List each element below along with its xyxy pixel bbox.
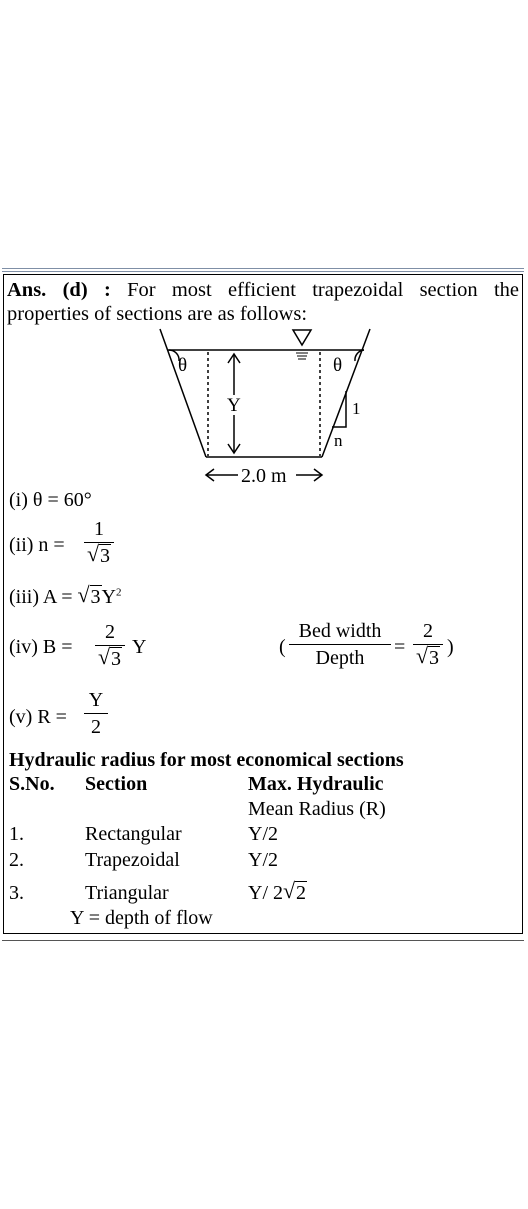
depth-label: Y (227, 395, 241, 416)
row-3-radius-prefix: Y/ 2 (248, 882, 283, 904)
property-iii: (iii) A = √ $3Y^2$ (9, 582, 122, 608)
ratio-value-fraction: 2 √ 3 (413, 620, 443, 669)
ratio-value-denominator: 3 (429, 647, 439, 669)
top-rule (2, 268, 524, 269)
row-1-radius: Y/2 (248, 823, 278, 845)
property-i: (i) θ = 60° (9, 489, 92, 511)
v-denominator: 2 (91, 716, 101, 738)
property-v-fraction (84, 689, 108, 738)
property-iv-fraction: 2 √ 3 (95, 621, 125, 670)
ratio-open: ( (279, 636, 286, 658)
bed-width-dimension (200, 462, 330, 486)
water-level-triangle (293, 330, 311, 345)
row-1-sno: 1. (9, 823, 24, 845)
table-heading: Hydraulic radius for most economical sections (9, 749, 404, 771)
trapezoid-diagram (150, 325, 390, 485)
row-3-section: Triangular (85, 882, 169, 904)
iii-variable: Y (101, 586, 116, 608)
row-2-radius: Y/2 (248, 849, 278, 871)
column-radius-1: Max. Hydraulic (248, 773, 384, 795)
column-section: Section (85, 773, 148, 795)
theta-left-label: θ (178, 355, 188, 376)
ratio-value-numerator: 2 (423, 620, 433, 642)
table-footnote: Y = depth of flow (70, 907, 213, 929)
slope-horizontal-label: n (334, 431, 343, 450)
bottom-rule (2, 940, 524, 941)
property-iv-prefix: (iv) B = (9, 636, 73, 658)
answer-intro (7, 278, 519, 326)
bed-width-label: 2.0 m (241, 465, 287, 486)
row-3-sno: 3. (9, 882, 24, 904)
ii-denominator: 3 (100, 545, 110, 567)
left-side (160, 329, 206, 457)
row-2-sno: 2. (9, 849, 24, 871)
ratio-numerator: Bed width (298, 620, 382, 642)
slope-triangle (332, 391, 346, 427)
column-radius-2: Mean Radius (R) (248, 798, 386, 820)
top-rule-2 (2, 271, 524, 272)
answer-line2: properties of sections are as follows: (7, 303, 308, 325)
ratio-fraction (289, 620, 391, 669)
property-v-prefix: (v) R = (9, 706, 67, 728)
row-3-radius: Y/ 2 √ 2 (248, 878, 306, 904)
ii-numerator: 1 (94, 518, 104, 540)
ratio-close: ) (447, 636, 454, 658)
property-ii-fraction: 1 √ 3 (84, 518, 114, 567)
row-2-section: Trapezoidal (85, 849, 180, 871)
v-numerator: Y (88, 689, 104, 711)
answer-line1: For most efficient trapezoidal section the (127, 279, 519, 301)
iii-exponent: 2 (115, 586, 122, 599)
slope-vertical-label: 1 (352, 399, 361, 418)
iii-prefix: (iii) A = (9, 586, 73, 608)
column-sno: S.No. (9, 773, 55, 795)
property-ii-prefix: (ii) n = (9, 534, 65, 556)
theta-right-label: θ (333, 355, 343, 376)
row-3-radius-radicand: 2 (296, 882, 306, 904)
iv-numerator: 2 (105, 621, 115, 643)
iv-variable: Y (132, 636, 147, 658)
ratio-denominator: Depth (315, 647, 365, 669)
iii-radicand: 3 (90, 586, 101, 608)
answer-label: Ans. (d) : (7, 279, 111, 301)
ratio-equals: = (394, 636, 406, 658)
row-1-section: Rectangular (85, 823, 182, 845)
iv-denominator: 3 (111, 648, 121, 670)
